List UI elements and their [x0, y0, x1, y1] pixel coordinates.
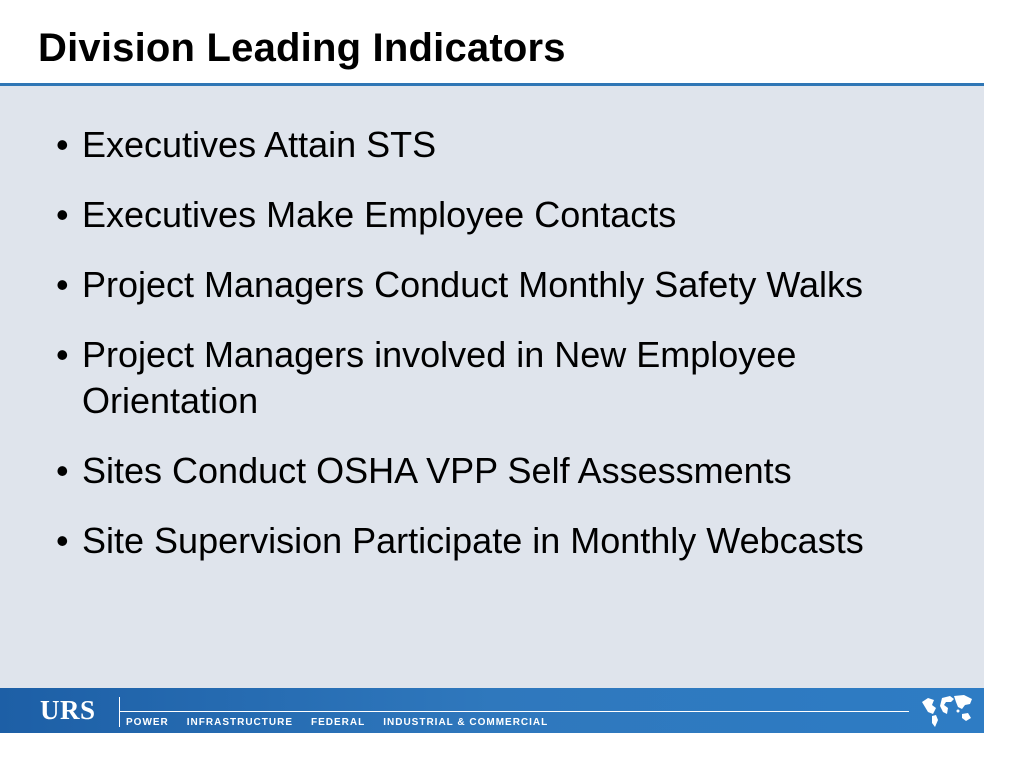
bullet-item: [56, 122, 976, 168]
bullet-list: [56, 122, 976, 588]
bullet-text: Project Managers involved in New Employee Orientation: [82, 334, 797, 421]
bullet-dot: •: [56, 520, 69, 561]
bullet-text: Site Supervision Participate in Monthly Webcasts: [82, 520, 864, 561]
bullet-dot: •: [56, 334, 69, 375]
bullet-text: Executives Attain STS: [82, 124, 437, 165]
bullet-item: [56, 332, 976, 424]
bullet-item: [56, 448, 976, 494]
bullet-item: [56, 518, 976, 564]
division-federal: FEDERAL: [311, 717, 366, 728]
slide-title: Division Leading Indicators: [38, 26, 566, 70]
bullet-dot: •: [56, 124, 69, 165]
division-industrial-commercial: INDUSTRIAL & COMMERCIAL: [383, 717, 549, 728]
division-list: [126, 717, 548, 728]
logo-divider: [119, 697, 120, 727]
bullet-text: Executives Make Employee Contacts: [82, 194, 677, 235]
division-infrastructure: INFRASTRUCTURE: [186, 717, 293, 728]
bullet-item: [56, 192, 976, 238]
bullet-text: Sites Conduct OSHA VPP Self Assessments: [82, 450, 792, 491]
bullet-dot: •: [56, 264, 69, 305]
bullet-dot: •: [56, 194, 69, 235]
footer-rule: [119, 711, 909, 712]
bullet-dot: •: [56, 450, 69, 491]
urs-logo: URS: [40, 695, 96, 725]
division-power: POWER: [126, 717, 169, 728]
globe-map-icon: [918, 690, 976, 730]
bullet-text: Project Managers Conduct Monthly Safety Walks: [82, 264, 863, 305]
bullet-item: [56, 262, 976, 308]
